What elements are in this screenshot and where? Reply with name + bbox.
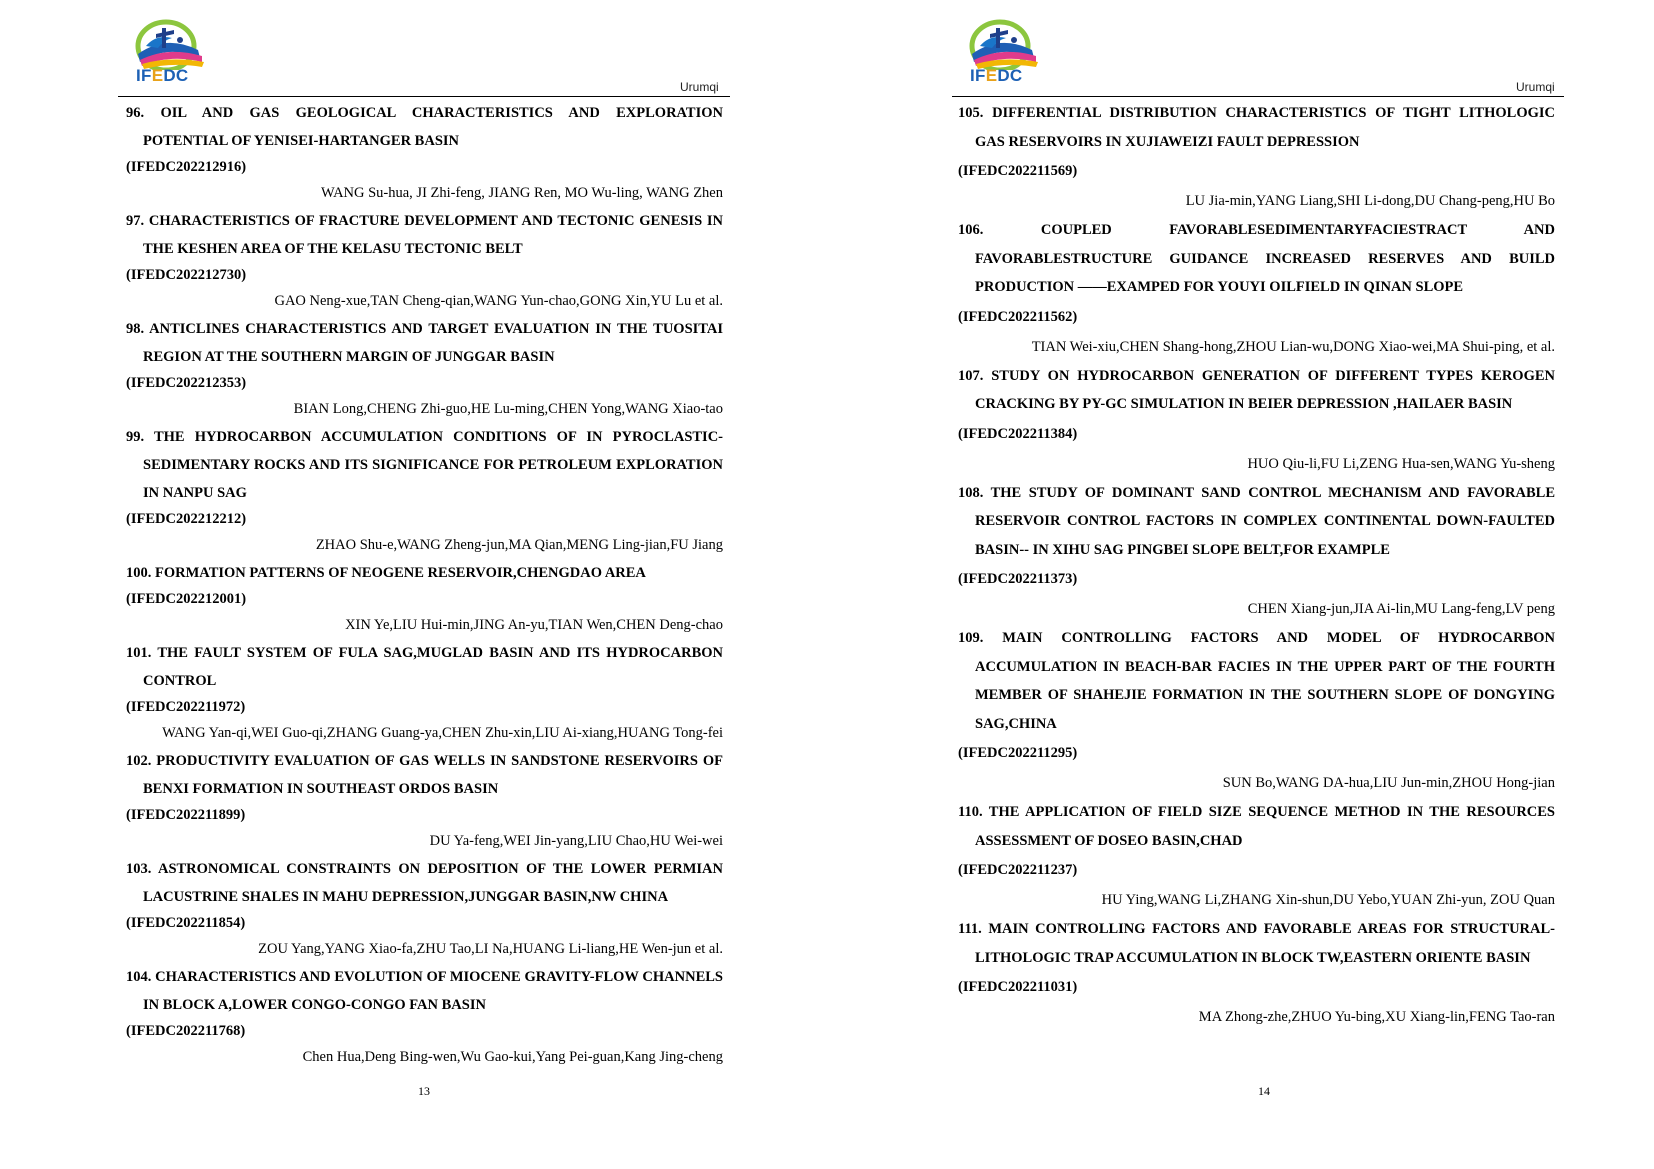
entry-id: (IFEDC202211972) [126,699,246,715]
entry-title: 100. FORMATION PATTERNS OF NEOGENE RESERVOIR,CHENGDAO AREA [126,565,646,581]
right-page [827,0,1654,1169]
abstract-entry [126,207,723,315]
abstract-list [126,99,723,1071]
entry-authors: Chen Hua,Deng Bing-wen,Wu Gao-kui,Yang Pei-guan,Kang Jing-cheng [302,1049,723,1065]
entry-authors: WANG Yan-qi,WEI Guo-qi,ZHANG Guang-ya,CHEN Zhu-xin,LIU Ai-xiang,HUANG Tong-fei [162,725,723,741]
entry-id: (IFEDC202211562) [958,308,1078,325]
entry-id: (IFEDC202211384) [958,425,1078,442]
entry-title: 108. THE STUDY OF DOMINANT SAND CONTROL MECHANISM AND FAVORABLE RESERVOIR CONTROL FACTORS IN COMPLEX CONTINENTAL DOWN-FAULTED BASIN-- IN XIHU SAG PINGBEI SLOPE BELT,FOR EXAMPLE [958,484,1555,558]
entry-id: (IFEDC202211373) [958,571,1078,587]
page-number: 14 [1258,1084,1270,1098]
entry-id: (IFEDC202212916) [126,159,247,175]
abstract-entry [126,639,723,747]
header-city: Urumqi [680,80,719,94]
ifedc-logo [128,14,210,88]
abstract-entry [126,963,723,1071]
abstract-entry [126,99,723,207]
entry-title: 102. PRODUCTIVITY EVALUATION OF GAS WELLS IN SANDSTONE RESERVOIRS OF BENXI FORMATION IN SOUTHEAST ORDOS BASIN [126,753,723,797]
entry-authors: HU Ying,WANG Li,ZHANG Xin-shun,DU Yebo,YUAN Zhi-yun, ZOU Quan [1101,892,1555,908]
entry-authors: LU Jia-min,YANG Liang,SHI Li-dong,DU Chang-peng,HU Bo [1185,193,1555,209]
abstract-entry [958,915,1555,1032]
entry-title: 107. STUDY ON HYDROCARBON GENERATION OF DIFFERENT TYPES KEROGEN CRACKING BY PY-GC SIMULATION IN BEIER DEPRESSION ,HAILAER BASIN [958,367,1555,412]
entry-id: (IFEDC202211899) [126,807,246,823]
logo-text: IFEDC [136,66,189,85]
entry-id: (IFEDC202212730) [126,267,247,283]
header-rule [118,96,730,97]
page-number: 13 [418,1084,430,1098]
entry-authors: ZHAO Shu-e,WANG Zheng-jun,MA Qian,MENG Ling-jian,FU Jiang [315,537,723,553]
entry-authors: SUN Bo,WANG DA-hua,LIU Jun-min,ZHOU Hong-jian [1222,775,1555,791]
abstract-entry [126,315,723,423]
entry-id: (IFEDC202211768) [126,1023,246,1039]
abstract-list [958,99,1555,1032]
entry-title: 98. ANTICLINES CHARACTERISTICS AND TARGET EVALUATION IN THE TUOSITAI REGION AT THE SOUTHERN MARGIN OF JUNGGAR BASIN [126,321,723,365]
entry-authors: DU Ya-feng,WEI Jin-yang,LIU Chao,HU Wei-wei [429,833,723,849]
abstract-entry [126,855,723,963]
entry-id: (IFEDC202211854) [126,915,246,931]
entry-id: (IFEDC202211295) [958,745,1078,761]
entry-authors: HUO Qiu-li,FU Li,ZENG Hua-sen,WANG Yu-sheng [1247,455,1555,472]
entry-authors: WANG Su-hua, JI Zhi-feng, JIANG Ren, MO Wu-ling, WANG Zhen [320,185,723,201]
entry-title: 109. MAIN CONTROLLING FACTORS AND MODEL OF HYDROCARBON ACCUMULATION IN BEACH-BAR FACIES IN THE UPPER PART OF THE FOURTH MEMBER OF SHAHEJIE FORMATION IN THE SOUTHERN SLOPE OF DONGYING SAG,CHINA [958,630,1555,732]
abstract-entry [126,423,723,559]
entry-title: 101. THE FAULT SYSTEM OF FULA SAG,MUGLAD BASIN AND ITS HYDROCARBON CONTROL [126,645,723,689]
entry-id: (IFEDC202212212) [126,511,247,527]
abstract-entry [126,747,723,855]
entry-authors: BIAN Long,CHENG Zhi-guo,HE Lu-ming,CHEN Yong,WANG Xiao-tao [293,401,723,417]
entry-authors: CHEN Xiang-jun,JIA Ai-lin,MU Lang-feng,LV peng [1247,601,1555,617]
abstract-entry [958,362,1555,479]
entry-authors: XIN Ye,LIU Hui-min,JING An-yu,TIAN Wen,CHEN Deng-chao [345,617,723,633]
entry-title: 96. OIL AND GAS GEOLOGICAL CHARACTERISTICS AND EXPLORATION POTENTIAL OF YENISEI-HARTANGER BASIN [126,105,723,149]
abstract-entry [958,216,1555,362]
header-rule [952,96,1564,97]
entry-id: (IFEDC202212001) [126,591,247,607]
entry-authors: TIAN Wei-xiu,CHEN Shang-hong,ZHOU Lian-wu,DONG Xiao-wei,MA Shui-ping, et al. [1031,338,1555,355]
entry-title: 111. MAIN CONTROLLING FACTORS AND FAVORABLE AREAS FOR STRUCTURAL-LITHOLOGIC TRAP ACCUMULATION IN BLOCK TW,EASTERN ORIENTE BASIN [958,921,1555,966]
entry-title: 97. CHARACTERISTICS OF FRACTURE DEVELOPMENT AND TECTONIC GENESIS IN THE KESHEN AREA OF THE KELASU TECTONIC BELT [126,213,723,257]
entry-title: 106. COUPLED FAVORABLESEDIMENTARYFACIESTRACT AND FAVORABLESTRUCTURE GUIDANCE INCREASED RESERVES AND BUILD PRODUCTION ——EXAMPED FOR YOUYI OILFIELD IN QINAN SLOPE [958,222,1555,295]
entry-title: 105. DIFFERENTIAL DISTRIBUTION CHARACTERISTICS OF TIGHT LITHOLOGIC GAS RESERVOIRS IN XUJIAWEIZI FAULT DEPRESSION [958,105,1555,150]
entry-title: 110. THE APPLICATION OF FIELD SIZE SEQUENCE METHOD IN THE RESOURCES ASSESSMENT OF DOSEO BASIN,CHAD [958,804,1555,849]
ifedc-logo [962,14,1044,88]
abstract-entry [126,559,723,639]
entry-authors: MA Zhong-zhe,ZHUO Yu-bing,XU Xiang-lin,FENG Tao-ran [1198,1009,1555,1025]
entry-title: 99. THE HYDROCARBON ACCUMULATION CONDITIONS OF IN PYROCLASTIC-SEDIMENTARY ROCKS AND ITS SIGNIFICANCE FOR PETROLEUM EXPLORATION IN NANPU SAG [126,429,723,501]
abstract-entry [958,479,1555,625]
entry-title: 104. CHARACTERISTICS AND EVOLUTION OF MIOCENE GRAVITY-FLOW CHANNELS IN BLOCK A,LOWER CONGO-CONGO FAN BASIN [126,969,723,1013]
entry-id: (IFEDC202212353) [126,375,247,391]
abstract-entry [958,624,1555,798]
abstract-entry [958,798,1555,915]
header-city: Urumqi [1516,80,1555,94]
logo-emblem-icon [128,14,210,70]
logo-text: IFEDC [970,66,1023,85]
entry-title: 103. ASTRONOMICAL CONSTRAINTS ON DEPOSITION OF THE LOWER PERMIAN LACUSTRINE SHALES IN MAHU DEPRESSION,JUNGGAR BASIN,NW CHINA [126,861,723,905]
entry-id: (IFEDC202211569) [958,163,1078,179]
entry-authors: GAO Neng-xue,TAN Cheng-qian,WANG Yun-chao,GONG Xin,YU Lu et al. [274,293,723,309]
logo-emblem-icon [962,14,1044,70]
abstract-entry [958,99,1555,216]
entry-id: (IFEDC202211237) [958,862,1078,878]
entry-authors: ZOU Yang,YANG Xiao-fa,ZHU Tao,LI Na,HUANG Li-liang,HE Wen-jun et al. [258,941,723,957]
entry-id: (IFEDC202211031) [958,979,1078,995]
